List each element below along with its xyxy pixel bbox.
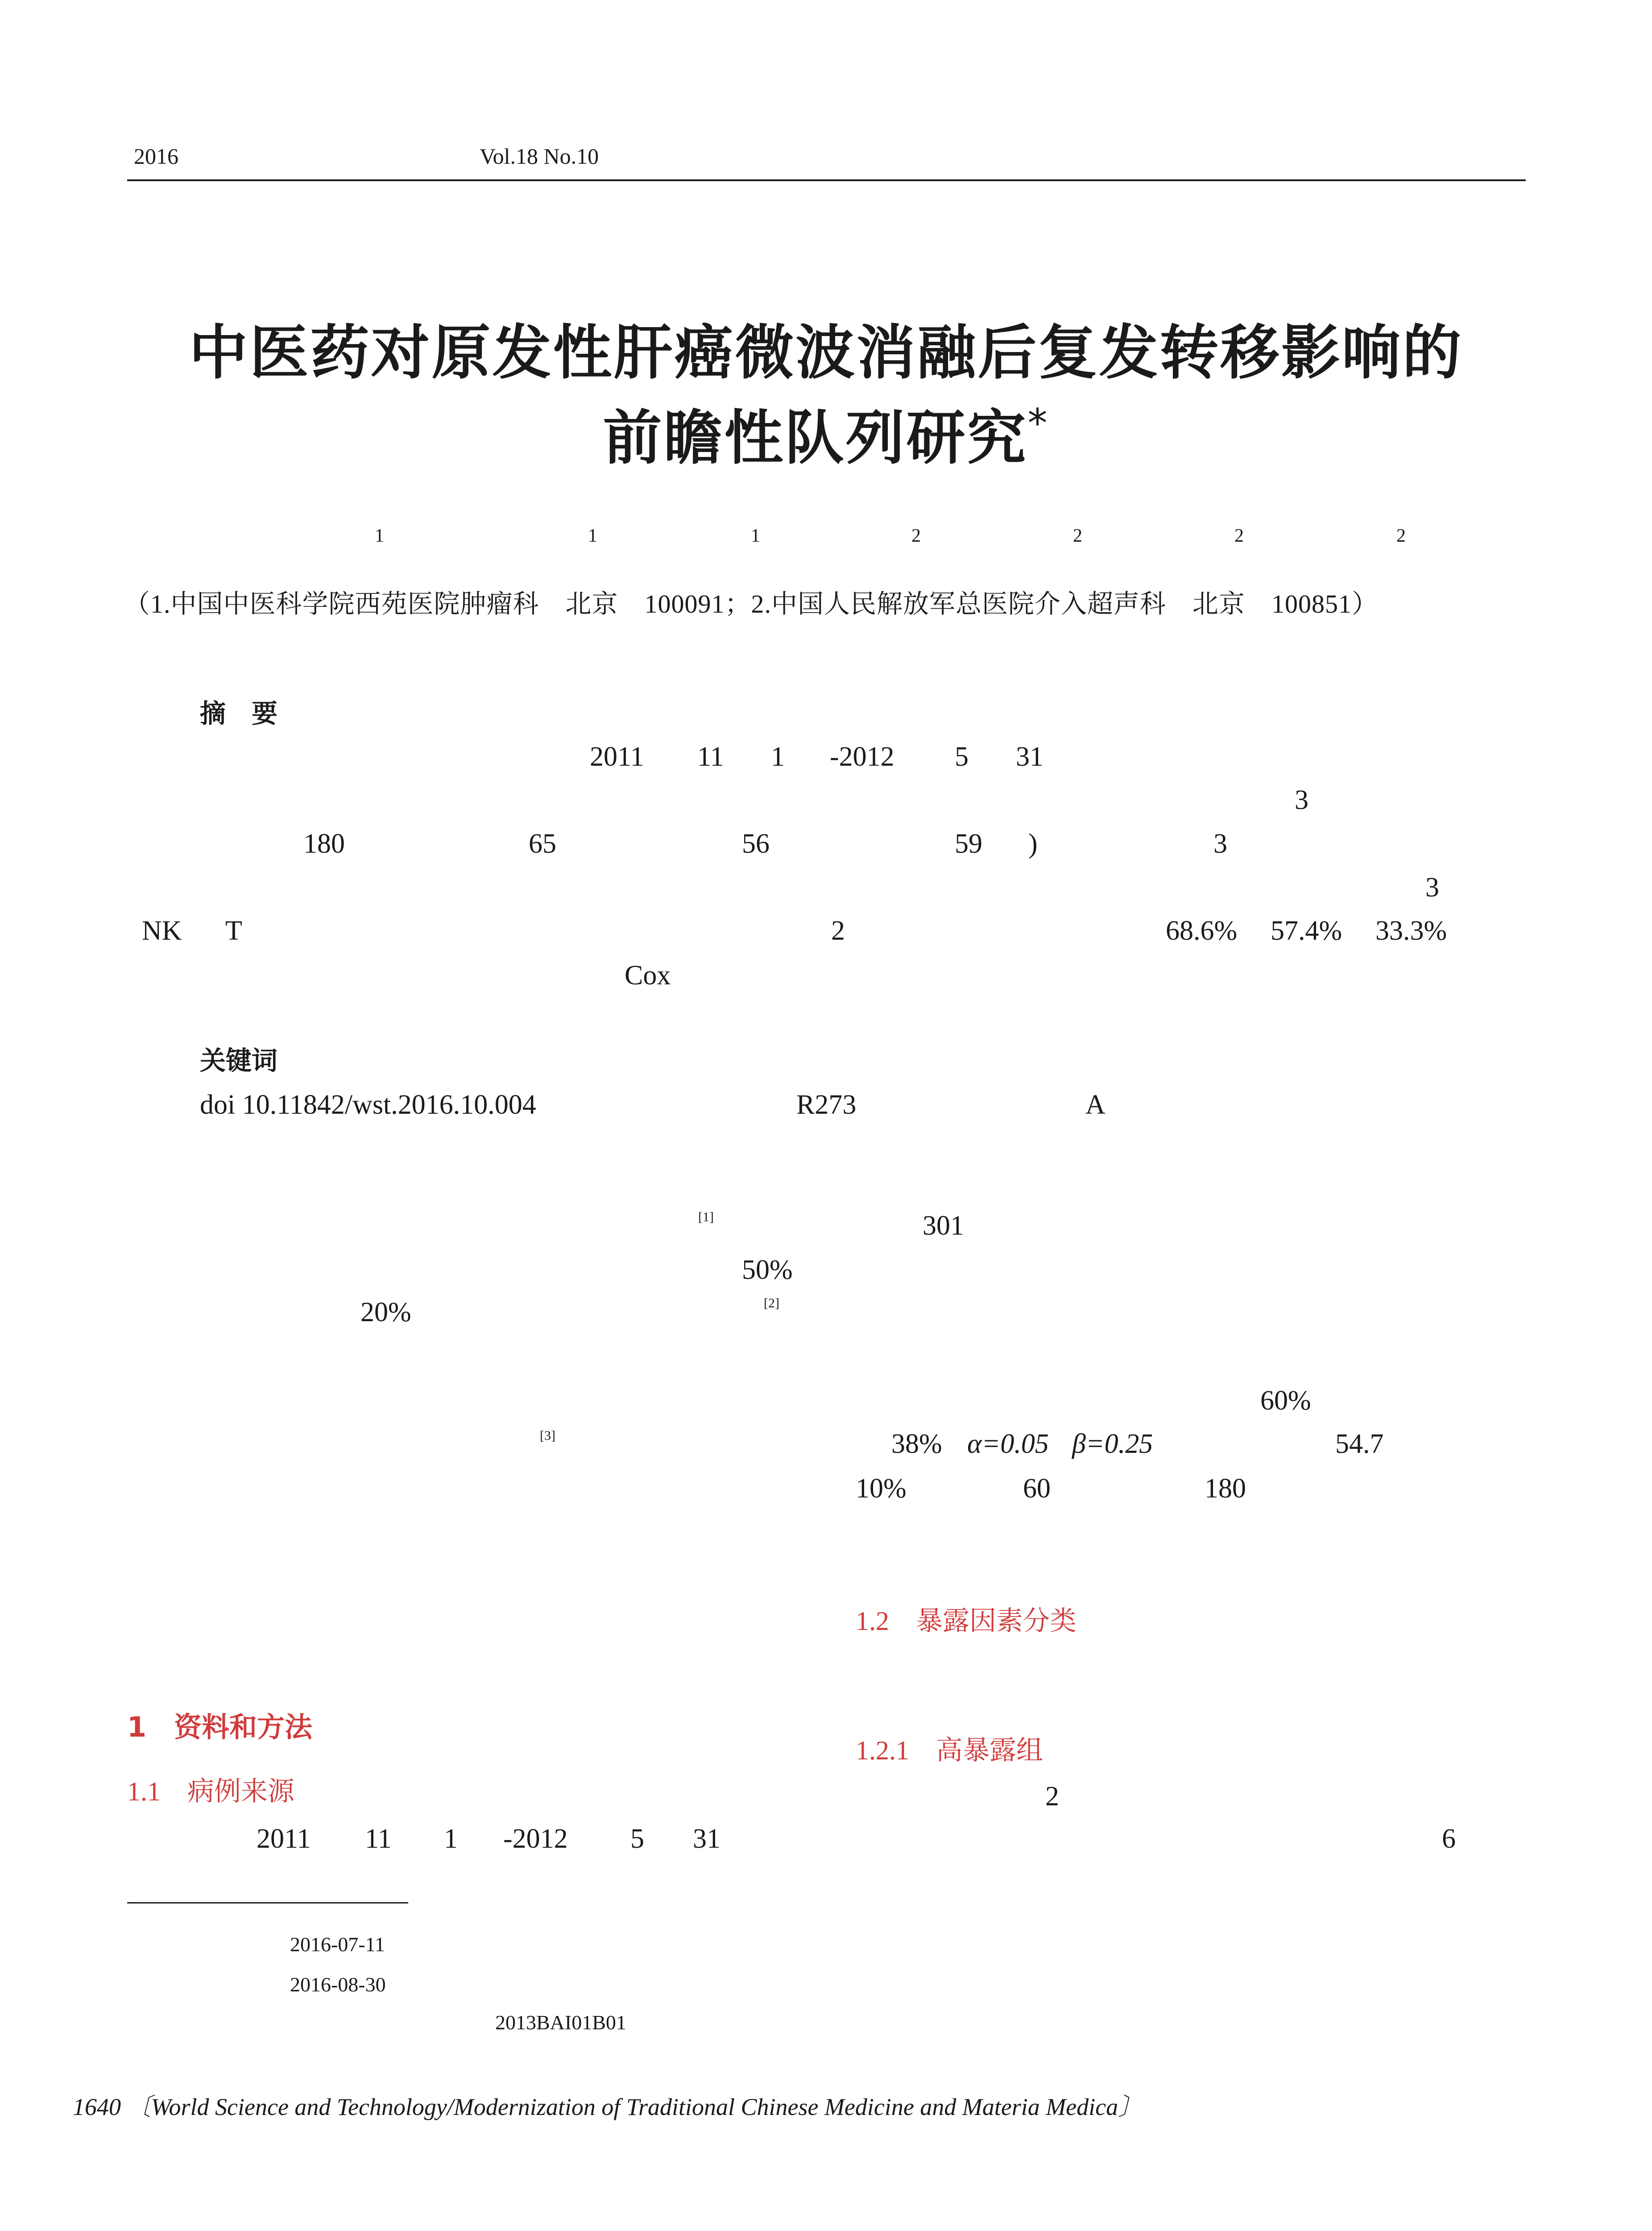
alpha-value: α=0.05 xyxy=(967,1429,1049,1459)
author-mark: 2 xyxy=(911,526,921,546)
citation-ref: [3] xyxy=(540,1428,555,1443)
left-value: 11 xyxy=(365,1824,392,1854)
right-value: 2 xyxy=(1045,1781,1059,1812)
abstract-value: 5 xyxy=(955,742,969,772)
title-footnote-star: * xyxy=(1027,400,1049,446)
abstract-value: 3 xyxy=(1295,785,1308,815)
abstract-value: 56 xyxy=(742,829,770,859)
right-value: 38% xyxy=(891,1429,942,1459)
left-value: -2012 xyxy=(503,1824,568,1854)
right-value: 6 xyxy=(1442,1824,1456,1854)
abstract-value: T xyxy=(225,916,242,946)
abstract-value: 180 xyxy=(303,829,345,859)
abstract-value: 33.3% xyxy=(1375,916,1447,946)
left-value: 5 xyxy=(630,1824,644,1854)
keywords-label: 关键词 xyxy=(200,1045,278,1076)
paper-title-text: 前瞻性队列研究 xyxy=(603,404,1028,473)
header-year: 2016 xyxy=(134,144,178,169)
author-mark: 2 xyxy=(1396,526,1406,546)
abstract-value: 1 xyxy=(771,742,785,772)
abstract-value: 57.4% xyxy=(1271,916,1342,946)
section-1-2-1-heading: 1.2.1 高暴露组 xyxy=(856,1736,1043,1765)
section-1-heading: 1 资料和方法 xyxy=(127,1711,313,1743)
doi: doi 10.11842/wst.2016.10.004 xyxy=(200,1090,536,1120)
paper-title-line2 xyxy=(0,400,1652,473)
page-number: 1640 xyxy=(73,2094,121,2120)
clc-number: R273 xyxy=(796,1090,857,1120)
intro-value: 20% xyxy=(360,1297,411,1327)
header-rule xyxy=(127,179,1526,181)
author-mark: 1 xyxy=(588,526,597,546)
author-mark: 2 xyxy=(1073,526,1082,546)
author-mark: 1 xyxy=(375,526,384,546)
right-value: 54.7 xyxy=(1335,1429,1384,1459)
intro-value: 50% xyxy=(742,1255,793,1285)
beta-value: β=0.25 xyxy=(1072,1429,1153,1459)
author-mark: 2 xyxy=(1234,526,1244,546)
section-1-1-heading: 1.1 病例来源 xyxy=(127,1777,294,1806)
left-value: 31 xyxy=(693,1824,720,1854)
abstract-value: 59 xyxy=(955,829,982,859)
left-value: 2011 xyxy=(257,1824,311,1854)
received-date: 2016-07-11 xyxy=(290,1933,385,1956)
affiliation: （1.中国中医科学院西苑医院肿瘤科 北京 100091；2.中国人民解放军总医院介入超声科 北京 100851） xyxy=(124,589,1379,618)
abstract-value: 11 xyxy=(697,742,724,772)
footnote-rule xyxy=(127,1902,408,1903)
abstract-value: Cox xyxy=(625,960,671,991)
left-value: 1 xyxy=(444,1824,458,1854)
abstract-label: 摘 要 xyxy=(200,698,278,729)
fund-number: 2013BAI01B01 xyxy=(495,2011,626,2034)
intro-value: 301 xyxy=(923,1211,964,1241)
right-value: 60 xyxy=(1023,1473,1051,1504)
revised-date: 2016-08-30 xyxy=(290,1973,386,1996)
abstract-value: 3 xyxy=(1213,829,1227,859)
right-value: 60% xyxy=(1260,1385,1311,1416)
abstract-value: 2 xyxy=(831,916,845,946)
abstract-value: ) xyxy=(1028,829,1038,859)
abstract-value: 3 xyxy=(1425,872,1439,903)
document-code: A xyxy=(1085,1090,1105,1120)
header-volume: Vol.18 No.10 xyxy=(480,144,599,169)
journal-name: 〔World Science and Technology/Modernization of Traditional Chinese Medicine and Materia Medica〕 xyxy=(127,2094,1143,2120)
abstract-value: 31 xyxy=(1016,742,1043,772)
page-footer xyxy=(73,2095,1142,2119)
paper-title-line1: 中医药对原发性肝癌微波消融后复发转移影响的 xyxy=(189,319,1463,387)
abstract-value: 65 xyxy=(529,829,556,859)
abstract-value: 2011 xyxy=(590,742,644,772)
author-mark: 1 xyxy=(751,526,760,546)
right-value: 180 xyxy=(1205,1473,1246,1504)
citation-ref: [1] xyxy=(698,1210,714,1224)
abstract-value: 68.6% xyxy=(1166,916,1238,946)
abstract-value: NK xyxy=(142,916,182,946)
right-value: 10% xyxy=(856,1473,907,1504)
section-1-2-heading: 1.2 暴露因素分类 xyxy=(856,1606,1076,1636)
citation-ref: [2] xyxy=(764,1296,779,1310)
abstract-value: -2012 xyxy=(830,742,894,772)
